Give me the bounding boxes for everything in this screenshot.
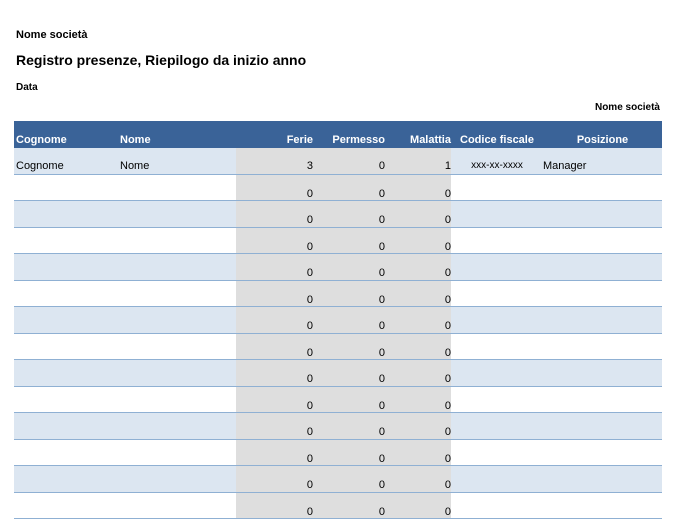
cell-nome[interactable]: Nome: [120, 160, 150, 172]
cell-cognome[interactable]: [16, 228, 120, 254]
cell-nome[interactable]: [120, 413, 236, 439]
cell-malattia[interactable]: 0: [444, 293, 451, 306]
cell-cognome[interactable]: [16, 307, 120, 333]
cell-permesso[interactable]: 0: [378, 160, 385, 172]
cell-codice-fiscale[interactable]: [451, 360, 543, 386]
column-header-cognome[interactable]: Cognome: [16, 134, 67, 146]
cell-ferie[interactable]: 3: [306, 160, 313, 172]
cell-codice-fiscale[interactable]: [451, 440, 543, 466]
cell-nome[interactable]: [120, 201, 236, 227]
cell-permesso[interactable]: 0: [378, 187, 385, 200]
cell-ferie[interactable]: 0: [306, 452, 313, 465]
table-row: [14, 360, 662, 387]
table-row: [14, 175, 662, 202]
cell-ferie[interactable]: 0: [306, 399, 313, 412]
cell-ferie[interactable]: 0: [306, 187, 313, 200]
cell-posizione[interactable]: [543, 175, 662, 201]
cell-permesso[interactable]: 0: [378, 373, 385, 385]
cell-malattia[interactable]: 0: [444, 267, 451, 279]
cell-cognome[interactable]: [16, 387, 120, 413]
cell-cognome[interactable]: [16, 201, 120, 227]
cell-codice-fiscale[interactable]: [451, 281, 543, 307]
table-row: [14, 228, 662, 255]
cell-permesso[interactable]: 0: [378, 346, 385, 359]
cell-posizione[interactable]: [543, 228, 662, 254]
table-row: [14, 281, 662, 308]
cell-nome[interactable]: [120, 334, 236, 360]
attendance-table: [14, 121, 662, 519]
cell-nome[interactable]: [120, 228, 236, 254]
table-row: [14, 493, 662, 520]
cell-permesso[interactable]: 0: [378, 320, 385, 332]
cell-malattia[interactable]: 0: [444, 214, 451, 226]
table-row: [14, 148, 662, 175]
cell-malattia[interactable]: 0: [444, 373, 451, 385]
cell-codice-fiscale[interactable]: [451, 387, 543, 413]
cell-malattia[interactable]: 0: [444, 399, 451, 412]
cell-ferie[interactable]: 0: [306, 505, 313, 518]
cell-posizione[interactable]: [543, 466, 662, 492]
cell-permesso[interactable]: 0: [378, 214, 385, 226]
cell-posizione[interactable]: [543, 387, 662, 413]
cell-permesso[interactable]: 0: [378, 267, 385, 279]
cell-cognome[interactable]: [16, 334, 120, 360]
cell-codice-fiscale[interactable]: [451, 254, 543, 280]
cell-cognome[interactable]: [16, 493, 120, 519]
cell-posizione[interactable]: [543, 493, 662, 519]
cell-codice-fiscale[interactable]: [451, 307, 543, 333]
cell-cognome[interactable]: [16, 360, 120, 386]
cell-permesso[interactable]: 0: [378, 240, 385, 253]
cell-nome[interactable]: [120, 360, 236, 386]
cell-ferie[interactable]: 0: [306, 426, 313, 438]
cell-codice-fiscale[interactable]: [451, 228, 543, 254]
cell-malattia[interactable]: 0: [444, 452, 451, 465]
cell-codice-fiscale[interactable]: [451, 201, 543, 227]
cell-nome[interactable]: [120, 254, 236, 280]
cell-cognome[interactable]: Cognome: [16, 160, 64, 172]
cell-posizione[interactable]: [543, 201, 662, 227]
column-header-codice-fiscale[interactable]: Codice fiscale: [460, 134, 534, 146]
cell-cognome[interactable]: [16, 413, 120, 439]
column-header-permesso[interactable]: Permesso: [332, 134, 385, 146]
table-row: [14, 201, 662, 228]
column-header-malattia[interactable]: Malattia: [410, 134, 451, 146]
cell-codice-fiscale[interactable]: [451, 413, 543, 439]
cell-permesso[interactable]: 0: [378, 399, 385, 412]
cell-malattia[interactable]: 0: [444, 187, 451, 200]
cell-posizione[interactable]: [543, 413, 662, 439]
page-title: Registro presenze, Riepilogo da inizio anno: [16, 52, 307, 68]
cell-ferie[interactable]: 0: [306, 240, 313, 253]
table-row: [14, 413, 662, 440]
cell-posizione[interactable]: [543, 334, 662, 360]
column-header-ferie[interactable]: Ferie: [286, 134, 313, 146]
cell-malattia[interactable]: 0: [444, 479, 451, 491]
cell-cognome[interactable]: [16, 254, 120, 280]
table-row: [14, 387, 662, 414]
cell-ferie[interactable]: 0: [306, 267, 313, 279]
column-header-posizione[interactable]: Posizione: [576, 134, 629, 146]
cell-nome[interactable]: [120, 175, 236, 201]
cell-malattia[interactable]: 0: [444, 320, 451, 332]
cell-codice-fiscale[interactable]: xxx-xx-xxxx: [471, 160, 523, 171]
cell-permesso[interactable]: 0: [378, 426, 385, 438]
table-body: [14, 148, 662, 519]
cell-permesso[interactable]: 0: [378, 505, 385, 518]
cell-cognome[interactable]: [16, 175, 120, 201]
cell-posizione[interactable]: [543, 440, 662, 466]
cell-ferie[interactable]: 0: [306, 214, 313, 226]
table-row: [14, 466, 662, 493]
company-name: Nome società: [16, 29, 88, 41]
cell-permesso[interactable]: 0: [378, 452, 385, 465]
cell-ferie[interactable]: 0: [306, 479, 313, 491]
cell-malattia[interactable]: 0: [444, 505, 451, 518]
cell-nome[interactable]: [120, 466, 236, 492]
cell-cognome[interactable]: [16, 440, 120, 466]
cell-cognome[interactable]: [16, 281, 120, 307]
cell-ferie[interactable]: 0: [306, 320, 313, 332]
table-header-row: [14, 121, 662, 148]
cell-ferie[interactable]: 0: [306, 373, 313, 385]
cell-nome[interactable]: [120, 493, 236, 519]
cell-nome[interactable]: [120, 440, 236, 466]
table-row: [14, 440, 662, 467]
cell-codice-fiscale[interactable]: [451, 175, 543, 201]
cell-codice-fiscale[interactable]: [451, 334, 543, 360]
cell-permesso[interactable]: 0: [378, 479, 385, 491]
date-label: Data: [16, 82, 38, 93]
cell-ferie[interactable]: 0: [306, 346, 313, 359]
table-row: [14, 307, 662, 334]
cell-posizione[interactable]: [543, 360, 662, 386]
company-name-right: Nome società: [594, 102, 660, 113]
cell-ferie[interactable]: 0: [306, 293, 313, 306]
cell-posizione[interactable]: [543, 307, 662, 333]
cell-nome[interactable]: [120, 387, 236, 413]
cell-malattia[interactable]: 0: [444, 426, 451, 438]
column-header-nome[interactable]: Nome: [120, 134, 151, 146]
cell-posizione[interactable]: [543, 281, 662, 307]
cell-codice-fiscale[interactable]: [451, 493, 543, 519]
cell-posizione[interactable]: [543, 254, 662, 280]
cell-codice-fiscale[interactable]: [451, 466, 543, 492]
cell-malattia[interactable]: 0: [444, 240, 451, 253]
cell-malattia[interactable]: 1: [444, 160, 451, 172]
cell-cognome[interactable]: [16, 466, 120, 492]
table-row: [14, 334, 662, 361]
cell-nome[interactable]: [120, 307, 236, 333]
cell-permesso[interactable]: 0: [378, 293, 385, 306]
cell-posizione[interactable]: Manager: [543, 160, 587, 172]
cell-malattia[interactable]: 0: [444, 346, 451, 359]
cell-nome[interactable]: [120, 281, 236, 307]
table-row: [14, 254, 662, 281]
